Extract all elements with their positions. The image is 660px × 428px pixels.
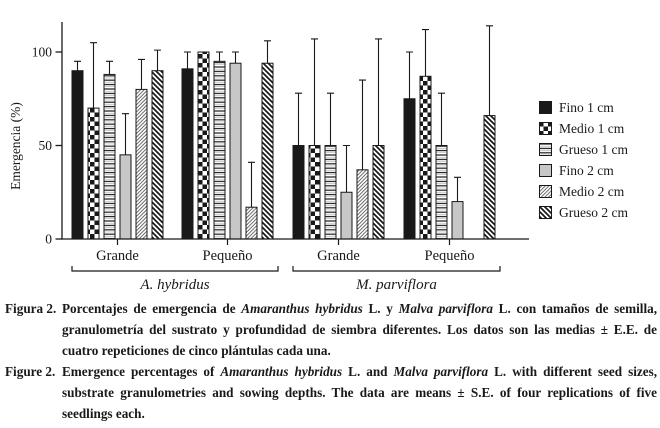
error-whisker: [327, 93, 334, 145]
error-whisker: [343, 146, 350, 193]
caption-label-spanish: Figura 2.: [5, 301, 57, 316]
error-whisker: [486, 26, 493, 116]
legend-item: [539, 97, 628, 118]
species-name-italic: Amaranthus hybridus: [241, 301, 363, 316]
chart-legend: [539, 97, 628, 223]
error-whisker: [90, 43, 97, 108]
pattern-swatch-icon: [539, 164, 552, 177]
error-whisker: [359, 80, 366, 170]
legend-item: [539, 118, 628, 139]
error-whisker: [106, 61, 113, 74]
bar: [246, 207, 257, 239]
bar: [230, 63, 241, 239]
group-label: Grande: [96, 248, 139, 264]
bar: [136, 89, 147, 239]
figure-captions: [0, 298, 660, 424]
species-label: M. parviflora: [356, 277, 437, 293]
error-whisker: [138, 59, 145, 89]
error-whisker: [74, 61, 81, 70]
species-name-italic: Amaranthus hybridus: [220, 364, 343, 379]
bar: [420, 76, 431, 239]
caption-label-english: Figure 2.: [5, 364, 56, 379]
legend-label: Medio 1 cm: [559, 120, 625, 136]
bar: [293, 146, 304, 240]
pattern-swatch-icon: [539, 185, 552, 198]
species-label: A. hybridus: [140, 277, 210, 293]
y-tick-label: 50: [38, 138, 52, 153]
pattern-swatch-icon: [539, 122, 552, 135]
error-whisker: [406, 52, 413, 99]
species-name-italic: Malva parviflora: [393, 364, 489, 379]
bar: [182, 69, 193, 239]
bar: [325, 146, 336, 240]
error-whisker: [248, 162, 255, 207]
group-label: Pequeño: [424, 248, 475, 264]
bar: [357, 170, 368, 239]
bar: [404, 99, 415, 239]
legend-item: [539, 160, 628, 181]
error-whisker: [311, 39, 318, 146]
y-tick-label: 100: [31, 44, 52, 60]
caption-spanish: [5, 298, 657, 361]
caption-english: [5, 361, 657, 424]
group-label: Grande: [317, 248, 360, 264]
bar: [152, 71, 163, 239]
error-whisker: [154, 50, 161, 71]
legend-item: [539, 202, 628, 223]
bar: [309, 146, 320, 240]
error-whisker: [375, 39, 382, 146]
error-whisker: [264, 41, 271, 63]
y-tick-label: 0: [45, 231, 52, 247]
bar: [436, 146, 447, 240]
error-whisker: [422, 30, 429, 77]
legend-item: [539, 181, 628, 202]
legend-label: Fino 2 cm: [559, 162, 614, 178]
error-whisker: [438, 93, 445, 145]
y-axis-label: Emergencia (%): [8, 102, 23, 190]
legend-label: Fino 1 cm: [559, 99, 614, 115]
pattern-swatch-icon: [539, 206, 552, 219]
legend-label: Grueso 2 cm: [559, 204, 628, 220]
species-name-italic: Malva parviflora: [398, 301, 493, 316]
caption-text-english: Emergence percentages of Amaranthus hybridus L. and Malva parviflora L. with different seed sizes, substrate granulometries and sowing depths. The data are means ± S.E. of four replications of five seedlings each.: [62, 364, 658, 421]
legend-item: [539, 139, 628, 160]
error-whisker: [295, 93, 302, 145]
legend-label: Medio 2 cm: [559, 183, 625, 199]
bar: [484, 116, 495, 239]
bar: [341, 192, 352, 239]
bar: [214, 61, 225, 239]
bar: [373, 146, 384, 240]
bar: [72, 71, 83, 239]
species-bracket: [293, 266, 500, 271]
error-whisker: [216, 52, 223, 61]
bar: [262, 63, 273, 239]
error-whisker: [232, 52, 239, 63]
group-label: Pequeño: [202, 248, 253, 264]
error-whisker: [122, 114, 129, 155]
caption-text-spanish: Porcentajes de emergencia de Amaranthus hybridus L. y Malva parviflora L. con tamaños de semilla, granulometría del sustrato y profundidad de siembra diferentes. Los datos son las medias ± E.E. de cuatro repeticiones de cinco plántulas cada una.: [62, 301, 657, 358]
pattern-swatch-icon: [539, 101, 552, 114]
bar: [120, 155, 131, 239]
pattern-swatch-icon: [539, 143, 552, 156]
bar: [88, 108, 99, 239]
species-bracket: [72, 266, 278, 271]
legend-label: Grueso 1 cm: [559, 141, 628, 157]
bar: [198, 52, 209, 239]
bar: [452, 202, 463, 239]
error-whisker: [454, 177, 461, 201]
error-whisker: [184, 52, 191, 69]
bar: [104, 74, 115, 239]
